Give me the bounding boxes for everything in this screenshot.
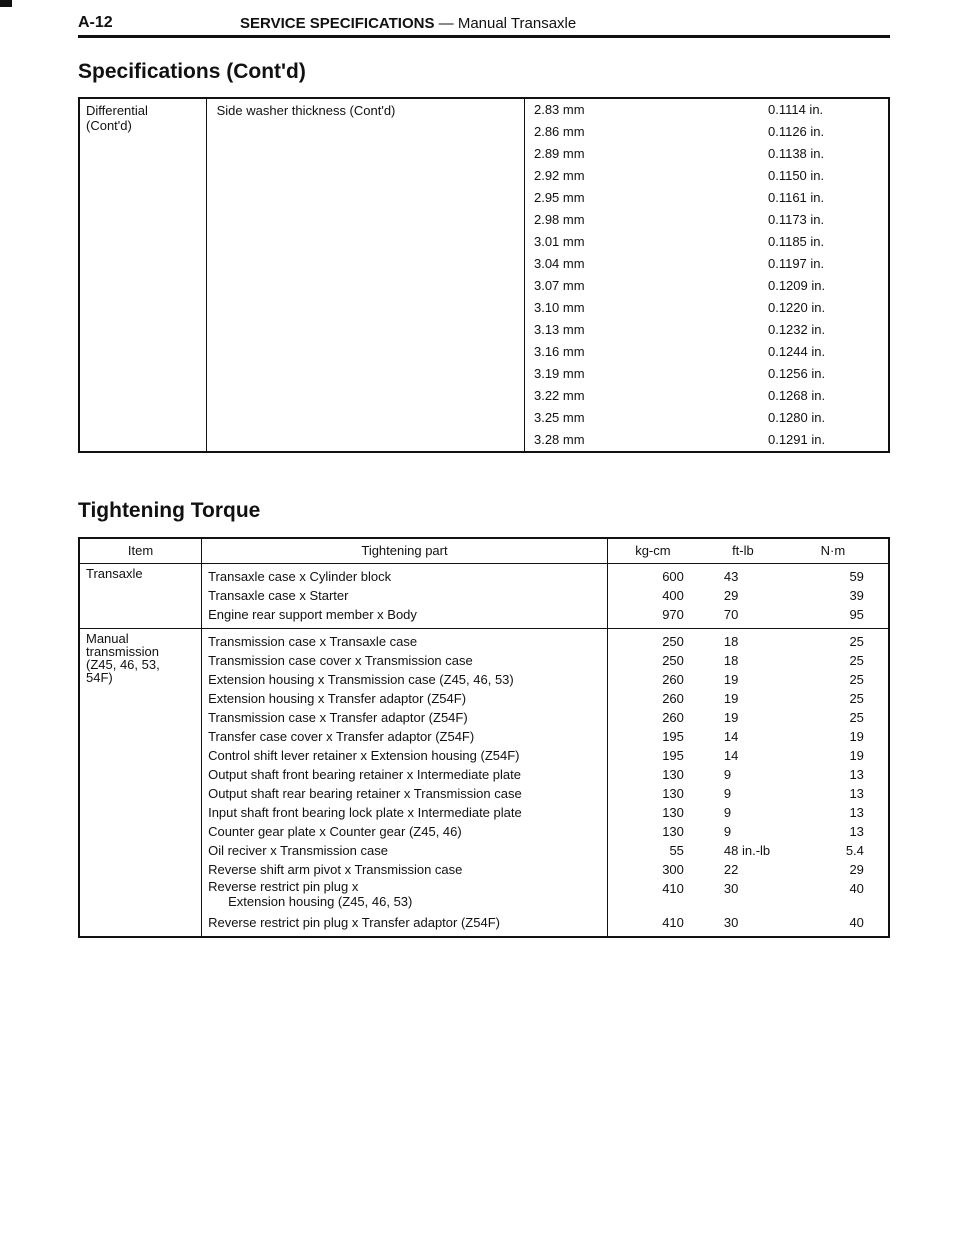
torque-ftlb: 29 bbox=[723, 588, 739, 603]
spec-value-in: 0.1232 in. bbox=[767, 322, 826, 337]
torque-body bbox=[79, 564, 889, 938]
torque-values-row bbox=[614, 670, 882, 689]
torque-nm: 13 bbox=[849, 805, 864, 820]
torque-ftlb: 22 bbox=[723, 862, 739, 877]
spec-value-mm: 3.22 mm bbox=[533, 388, 585, 403]
torque-nm: 5.4 bbox=[845, 843, 864, 858]
header-item: Item bbox=[79, 538, 202, 564]
running-title-rest: — Manual Transaxle bbox=[434, 15, 577, 32]
torque-kgcm: 410 bbox=[662, 881, 684, 896]
tightening-part-text: Extension housing x Transfer adaptor (Z54F) bbox=[208, 691, 467, 706]
torque-nm: 13 bbox=[849, 786, 864, 801]
spec-value-mm: 3.25 mm bbox=[533, 410, 585, 425]
torque-values-cell bbox=[607, 629, 889, 938]
tightening-part-text: Reverse restrict pin plug x Transfer adaptor (Z54F) bbox=[208, 915, 500, 930]
spec-value-in: 0.1256 in. bbox=[767, 366, 826, 381]
torque-values-row bbox=[614, 727, 882, 746]
torque-kgcm: 130 bbox=[662, 824, 684, 839]
page-header bbox=[78, 14, 890, 36]
page-number: A-12 bbox=[78, 14, 113, 31]
running-title bbox=[240, 15, 576, 32]
spec-value-mm: 3.10 mm bbox=[533, 300, 585, 315]
spec-row bbox=[79, 98, 889, 452]
torque-ftlb: 30 bbox=[723, 881, 739, 896]
corner-registration-mark bbox=[0, 0, 12, 7]
tightening-part bbox=[208, 651, 601, 670]
spec-group-cell bbox=[79, 98, 206, 452]
torque-ftlb: 18 bbox=[723, 634, 739, 649]
torque-kgcm: 55 bbox=[669, 843, 684, 858]
torque-kgcm: 195 bbox=[662, 729, 684, 744]
tightening-part bbox=[208, 913, 601, 932]
running-title-bold: SERVICE SPECIFICATIONS bbox=[240, 15, 435, 32]
torque-kgcm: 130 bbox=[662, 767, 684, 782]
torque-item-label: Transaxle bbox=[86, 566, 143, 581]
torque-nm: 13 bbox=[849, 824, 864, 839]
tightening-part bbox=[208, 784, 601, 803]
torque-values-row bbox=[614, 605, 882, 624]
torque-nm: 25 bbox=[849, 653, 864, 668]
spec-value-row bbox=[525, 121, 888, 143]
tightening-part-text: Oil reciver x Transmission case bbox=[208, 843, 388, 858]
header-nm: N·m bbox=[820, 543, 846, 558]
spec-value-mm: 2.89 mm bbox=[533, 146, 585, 161]
spec-value-in: 0.1244 in. bbox=[767, 344, 826, 359]
spec-values-list bbox=[525, 99, 888, 451]
torque-parts-cell bbox=[202, 629, 608, 938]
torque-ftlb: 48 in.-lb bbox=[723, 843, 771, 858]
spec-value-mm: 3.07 mm bbox=[533, 278, 585, 293]
tightening-part-text: Counter gear plate x Counter gear (Z45, 46) bbox=[208, 824, 462, 839]
spec-value-row bbox=[525, 143, 888, 165]
tightening-part-text-line2: Extension housing (Z45, 46, 53) bbox=[228, 894, 413, 909]
tightening-part-text: Transmission case x Transfer adaptor (Z54F) bbox=[208, 710, 468, 725]
torque-ftlb: 9 bbox=[723, 805, 732, 820]
torque-kgcm: 130 bbox=[662, 805, 684, 820]
spec-value-mm: 2.83 mm bbox=[533, 102, 585, 117]
torque-kgcm: 250 bbox=[662, 653, 684, 668]
spec-value-row bbox=[525, 429, 888, 451]
spec-part-label: Side washer thickness (Cont'd) bbox=[216, 103, 396, 118]
tightening-part bbox=[208, 708, 601, 727]
spec-value-row bbox=[525, 209, 888, 231]
header-kgcm: kg-cm bbox=[635, 543, 671, 558]
tightening-part-text: Output shaft front bearing retainer x Intermediate plate bbox=[208, 767, 521, 782]
torque-ftlb: 30 bbox=[723, 915, 739, 930]
tightening-part-text: Output shaft rear bearing retainer x Transmission case bbox=[208, 786, 522, 801]
torque-values-row bbox=[614, 567, 882, 586]
tightening-part bbox=[208, 567, 601, 586]
torque-item-cell bbox=[79, 629, 202, 938]
torque-ftlb: 70 bbox=[723, 607, 739, 622]
tightening-part-text: Input shaft front bearing lock plate x Intermediate plate bbox=[208, 805, 522, 820]
spec-value-row bbox=[525, 253, 888, 275]
spec-value-in: 0.1126 in. bbox=[767, 124, 825, 139]
torque-nm: 25 bbox=[849, 710, 864, 725]
spec-value-in: 0.1185 in. bbox=[767, 234, 825, 249]
torque-nm: 39 bbox=[849, 588, 864, 603]
torque-nm: 25 bbox=[849, 691, 864, 706]
spec-value-in: 0.1209 in. bbox=[767, 278, 826, 293]
torque-kgcm: 260 bbox=[662, 672, 684, 687]
spec-value-row bbox=[525, 275, 888, 297]
spec-value-mm: 2.95 mm bbox=[533, 190, 585, 205]
tightening-part bbox=[208, 746, 601, 765]
torque-values-row bbox=[614, 822, 882, 841]
torque-ftlb: 43 bbox=[723, 569, 739, 584]
spec-value-row bbox=[525, 187, 888, 209]
spec-value-row bbox=[525, 99, 888, 121]
torque-kgcm: 970 bbox=[662, 607, 684, 622]
spec-value-row bbox=[525, 319, 888, 341]
torque-ftlb: 19 bbox=[723, 691, 739, 706]
tightening-part bbox=[208, 689, 601, 708]
spec-value-row bbox=[525, 231, 888, 253]
spec-value-mm: 2.98 mm bbox=[533, 212, 585, 227]
spec-value-in: 0.1114 in. bbox=[767, 102, 824, 117]
torque-kgcm: 400 bbox=[662, 588, 684, 603]
spec-value-mm: 3.13 mm bbox=[533, 322, 585, 337]
tightening-part bbox=[208, 765, 601, 784]
torque-kgcm: 250 bbox=[662, 634, 684, 649]
spec-value-in: 0.1173 in. bbox=[767, 212, 825, 227]
spec-value-in: 0.1161 in. bbox=[767, 190, 825, 205]
spec-section-title: Specifications (Cont'd) bbox=[78, 60, 306, 83]
tightening-part-text: Transmission case cover x Transmission case bbox=[208, 653, 473, 668]
spec-value-row bbox=[525, 297, 888, 319]
spec-value-in: 0.1150 in. bbox=[767, 168, 825, 183]
tightening-part-text: Transfer case cover x Transfer adaptor (Z54F) bbox=[208, 729, 475, 744]
spec-value-in: 0.1291 in. bbox=[767, 432, 826, 447]
torque-ftlb: 19 bbox=[723, 672, 739, 687]
torque-nm: 40 bbox=[849, 881, 864, 896]
tightening-part bbox=[208, 803, 601, 822]
torque-section-title: Tightening Torque bbox=[78, 499, 261, 522]
tightening-part-text: Reverse shift arm pivot x Transmission case bbox=[208, 862, 463, 877]
torque-values-row bbox=[614, 784, 882, 803]
torque-values-row bbox=[614, 689, 882, 708]
spec-value-row bbox=[525, 407, 888, 429]
spec-value-in: 0.1280 in. bbox=[767, 410, 826, 425]
torque-kgcm: 195 bbox=[662, 748, 684, 763]
tightening-part bbox=[208, 841, 601, 860]
torque-kgcm: 260 bbox=[662, 691, 684, 706]
torque-table bbox=[78, 537, 890, 938]
torque-ftlb: 9 bbox=[723, 767, 732, 782]
torque-nm: 13 bbox=[849, 767, 864, 782]
torque-ftlb: 14 bbox=[723, 748, 739, 763]
spec-value-row bbox=[525, 341, 888, 363]
spec-value-row bbox=[525, 165, 888, 187]
torque-nm: 40 bbox=[849, 915, 864, 930]
spec-value-mm: 3.28 mm bbox=[533, 432, 585, 447]
spec-value-in: 0.1268 in. bbox=[767, 388, 826, 403]
torque-ftlb: 14 bbox=[723, 729, 739, 744]
torque-values-row bbox=[614, 765, 882, 784]
torque-ftlb: 18 bbox=[723, 653, 739, 668]
torque-kgcm: 260 bbox=[662, 710, 684, 725]
header-ftlb: ft-lb bbox=[732, 543, 754, 558]
torque-kgcm: 300 bbox=[662, 862, 684, 877]
tightening-part bbox=[208, 586, 601, 605]
torque-values-row bbox=[614, 841, 882, 860]
tightening-part bbox=[208, 670, 601, 689]
tightening-part-text: Transmission case x Transaxle case bbox=[208, 634, 418, 649]
tightening-part-text: Transaxle case x Cylinder block bbox=[208, 569, 392, 584]
torque-ftlb: 9 bbox=[723, 786, 732, 801]
tightening-part-text: Control shift lever retainer x Extension housing (Z54F) bbox=[208, 748, 520, 763]
torque-nm: 25 bbox=[849, 634, 864, 649]
spec-value-mm: 2.92 mm bbox=[533, 168, 585, 183]
torque-group-row bbox=[79, 564, 889, 629]
torque-nm: 25 bbox=[849, 672, 864, 687]
spec-value-in: 0.1138 in. bbox=[767, 146, 825, 161]
torque-values-row bbox=[614, 803, 882, 822]
tightening-part bbox=[208, 822, 601, 841]
header-units bbox=[607, 538, 889, 564]
tightening-part bbox=[208, 727, 601, 746]
torque-kgcm: 130 bbox=[662, 786, 684, 801]
spec-value-mm: 3.01 mm bbox=[533, 234, 585, 249]
torque-values-row bbox=[614, 708, 882, 727]
torque-values-row bbox=[614, 746, 882, 765]
tightening-part-text: Engine rear support member x Body bbox=[208, 607, 417, 622]
torque-ftlb: 19 bbox=[723, 710, 739, 725]
spec-value-mm: 2.86 mm bbox=[533, 124, 585, 139]
tightening-part-text: Extension housing x Transmission case (Z45, 46, 53) bbox=[208, 672, 514, 687]
spec-part-cell bbox=[206, 98, 524, 452]
torque-nm: 95 bbox=[849, 607, 864, 622]
torque-nm: 19 bbox=[849, 729, 864, 744]
torque-nm: 29 bbox=[849, 862, 864, 877]
spec-value-in: 0.1197 in. bbox=[767, 256, 825, 271]
torque-group-row bbox=[79, 629, 889, 938]
torque-item-cell bbox=[79, 564, 202, 629]
header-rule bbox=[78, 35, 890, 38]
torque-values-cell bbox=[607, 564, 889, 629]
spec-value-row bbox=[525, 385, 888, 407]
torque-kgcm: 410 bbox=[662, 915, 684, 930]
tightening-part bbox=[208, 632, 601, 651]
torque-nm: 19 bbox=[849, 748, 864, 763]
spec-value-mm: 3.16 mm bbox=[533, 344, 585, 359]
tightening-part bbox=[208, 605, 601, 624]
torque-values-row bbox=[614, 879, 882, 913]
torque-item-label: Manual transmission (Z45, 46, 53, 54F) bbox=[86, 631, 160, 685]
spec-value-row bbox=[525, 363, 888, 385]
torque-ftlb: 9 bbox=[723, 824, 732, 839]
torque-kgcm: 600 bbox=[662, 569, 684, 584]
spec-value-mm: 3.04 mm bbox=[533, 256, 585, 271]
torque-header-row bbox=[79, 538, 889, 564]
spec-value-mm: 3.19 mm bbox=[533, 366, 585, 381]
spec-values-cell bbox=[524, 98, 889, 452]
spec-table bbox=[78, 97, 890, 453]
torque-values-row bbox=[614, 632, 882, 651]
spec-group-label: Differential (Cont'd) bbox=[86, 103, 148, 133]
torque-values-row bbox=[614, 913, 882, 932]
tightening-part bbox=[208, 879, 601, 913]
header-tightening-part: Tightening part bbox=[202, 538, 608, 564]
torque-values-row bbox=[614, 651, 882, 670]
torque-parts-cell bbox=[202, 564, 608, 629]
tightening-part bbox=[208, 860, 601, 879]
torque-nm: 59 bbox=[849, 569, 864, 584]
tightening-part-text: Reverse restrict pin plug x bbox=[208, 879, 359, 894]
spec-value-in: 0.1220 in. bbox=[767, 300, 826, 315]
torque-values-row bbox=[614, 860, 882, 879]
tightening-part-text: Transaxle case x Starter bbox=[208, 588, 349, 603]
torque-values-row bbox=[614, 586, 882, 605]
